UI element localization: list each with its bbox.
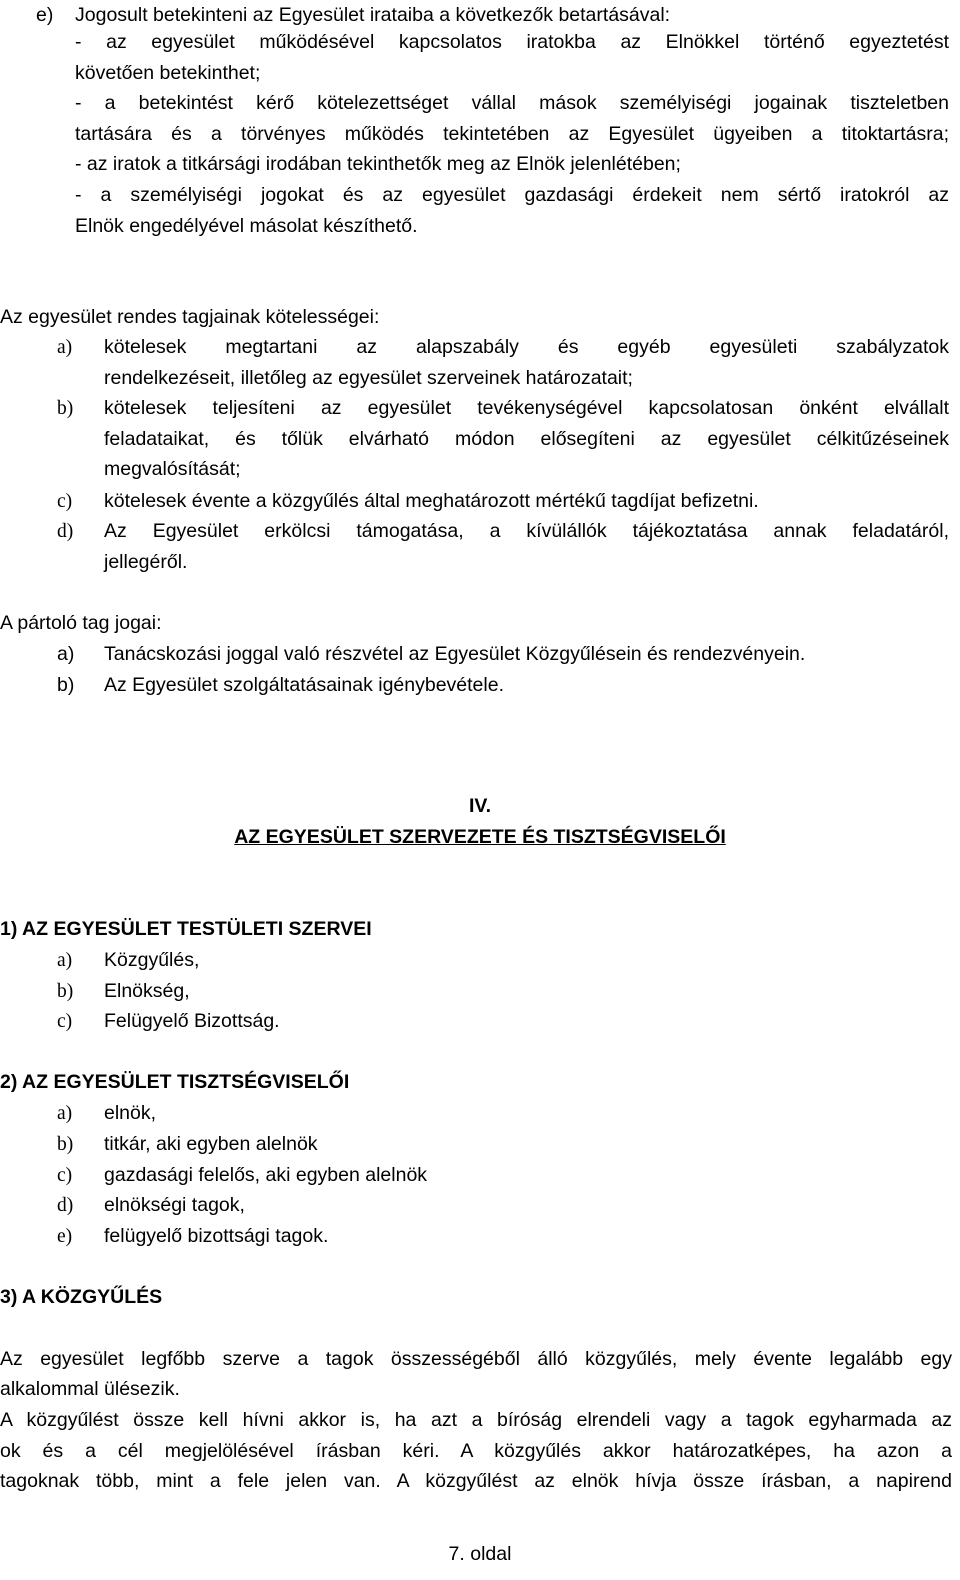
page-number: 7. oldal [448,1543,512,1565]
list-marker: a) [57,643,75,665]
list-marker: a) [57,1103,73,1124]
list-marker: c) [57,491,73,512]
list-marker: a) [57,337,73,358]
subsection-heading: 2) AZ EGYESÜLET TISZTSÉGVISELŐI [0,1071,350,1093]
list-item-line: gazdasági felelős, aki egyben alelnök [104,1164,428,1186]
list-item-line: elnök, [104,1102,157,1124]
list-item-line: kötelesek megtartani az alapszabály és egyéb egyesületi szabályzatok [104,336,949,358]
list-item-line: feladataikat, és tőlük elvárható módon elősegíteni az egyesület célkitűzéseinek [104,428,949,450]
list-item-line: Az Egyesület erkölcsi támogatása, a kívülállók tájékoztatása annak feladatáról, [104,520,949,542]
paragraph-line: - az iratok a titkársági irodában tekinthetők meg az Elnök jelenlétében; [75,153,681,175]
paragraph-line: ok és a cél megjelölésével írásban kéri. A közgyűlés akkor határozatképes, ha azon a [0,1440,952,1462]
paragraph-line: - az egyesület működésével kapcsolatos iratokba az Elnökkel történő egyeztetést [75,31,949,53]
subsection-heading: 3) A KÖZGYŰLÉS [0,1286,163,1308]
paragraph-line: követően betekinthet; [75,62,261,84]
list-item-line: Az Egyesület szolgáltatásainak igénybevétele. [104,674,504,696]
list-marker: c) [57,1011,73,1032]
list-marker: e) [36,4,54,26]
section-heading: Az egyesület rendes tagjainak kötelességei: [0,306,380,328]
list-marker: b) [57,398,74,419]
list-item-line: rendelkezéseit, illetőleg az egyesület szerveinek határozatait; [104,367,633,389]
list-marker: b) [57,674,75,696]
list-item-line: Közgyűlés, [104,949,200,971]
list-item-line: kötelesek évente a közgyűlés által meghatározott mértékű tagdíjat befizetni. [104,490,759,512]
paragraph-line: tagoknak több, mint a fele jelen van. A közgyűlést az elnök hívja össze írásban, a napirend [0,1470,952,1492]
paragraph-line: Jogosult betekinteni az Egyesület irataiba a következők betartásával: [75,4,671,26]
list-item-line: titkár, aki egyben alelnök [104,1133,318,1155]
paragraph-line: A közgyűlést össze kell hívni akkor is, ha azt a bíróság elrendeli vagy a tagok egyharmada az [0,1409,952,1431]
list-marker: a) [57,950,73,971]
paragraph-line: - a személyiségi jogokat és az egyesület gazdasági érdekeit nem sértő iratokról az [75,184,949,206]
paragraph-line: - a betekintést kérő kötelezettséget vállal mások személyiségi jogainak tiszteletben [75,92,949,114]
paragraph-line: Elnök engedélyével másolat készíthető. [75,215,418,237]
list-marker: b) [57,981,74,1002]
list-marker: d) [57,521,74,542]
list-item-line: megvalósítását; [104,458,241,480]
list-item-line: kötelesek teljesíteni az egyesület tevékenységével kapcsolatosan önként elvállalt [104,397,949,419]
list-item-line: Felügyelő Bizottság. [104,1010,280,1032]
chapter-title: AZ EGYESÜLET SZERVEZETE ÉS TISZTSÉGVISELŐI [234,826,726,848]
list-marker: d) [57,1195,74,1216]
list-marker: b) [57,1134,74,1155]
list-item-line: felügyelő bizottsági tagok. [104,1225,329,1247]
paragraph-line: tartására és a törvényes működés tekintetében az Egyesület ügyeiben a titoktartásra; [75,123,949,145]
list-marker: e) [57,1226,73,1247]
section-heading: A pártoló tag jogai: [0,612,162,634]
list-item-line: Elnökség, [104,980,190,1002]
list-marker: c) [57,1165,73,1186]
chapter-number: IV. [468,795,492,817]
subsection-heading: 1) AZ EGYESÜLET TESTÜLETI SZERVEI [0,918,372,940]
list-item-line: Tanácskozási joggal való részvétel az Egyesület Közgyűlésein és rendezvényein. [104,643,806,665]
paragraph-line: Az egyesület legfőbb szerve a tagok összességéből álló közgyűlés, mely évente legalább egy [0,1348,952,1370]
paragraph-line: alkalommal ülésezik. [0,1378,180,1400]
list-item-line: elnökségi tagok, [104,1194,245,1216]
list-item-line: jellegéről. [104,551,188,573]
